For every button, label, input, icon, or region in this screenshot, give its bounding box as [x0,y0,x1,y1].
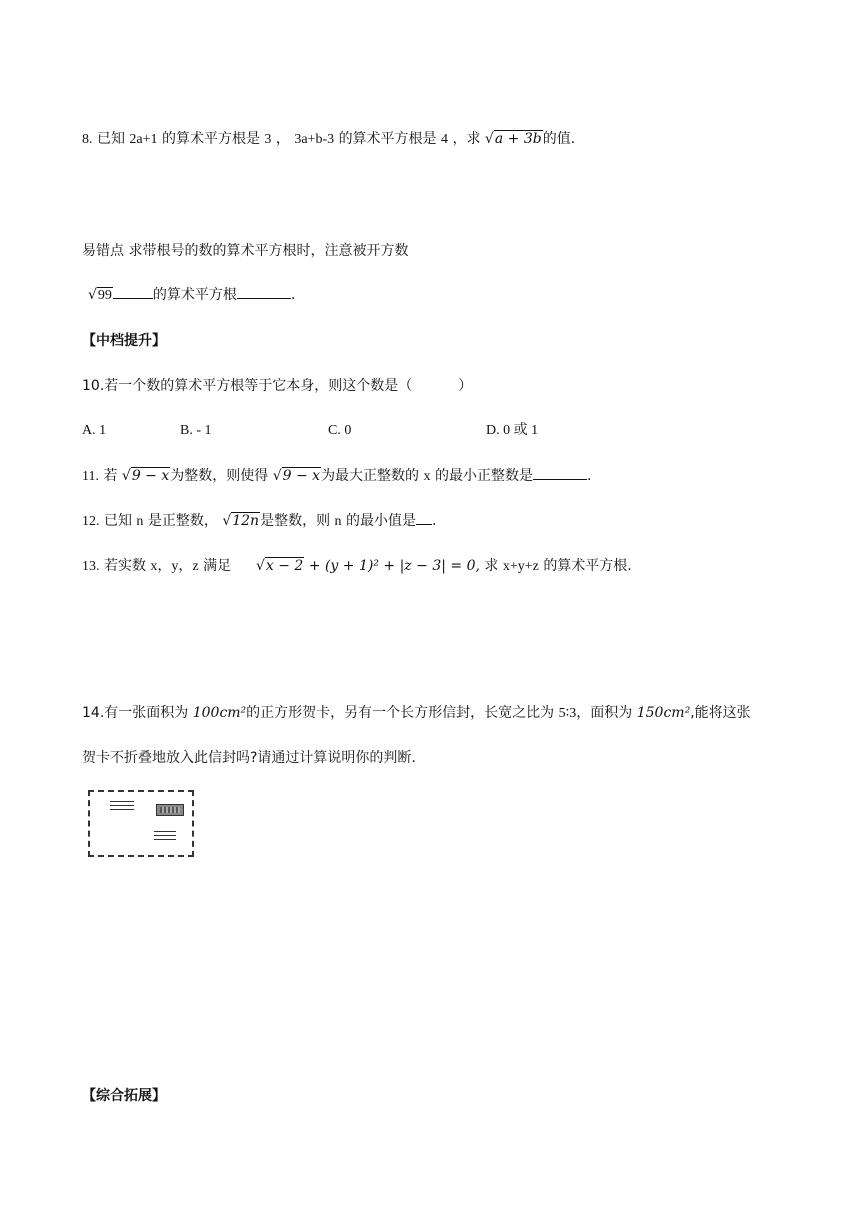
q8-sqrt [485,130,543,148]
q8-expr1: 2a+1 [129,132,158,147]
q11-var: x [423,469,431,484]
q13-text: 满足 [203,558,232,574]
q14-text: 的正方形贺卡，另有一个长方形信封，长宽之比为 [246,705,555,721]
q11-text: 若 [103,468,118,484]
q8-value1: 3 [264,132,272,147]
q14-text: 14.有一张面积为 [82,705,189,721]
envelope-illustration [88,790,194,857]
q8-expr2: 3a+b-3 [294,132,335,147]
q14-area1: 100cm² [192,705,247,721]
question-10 [82,377,472,395]
q13-number: 13. [82,559,100,574]
question-9 [88,286,295,305]
answer-blank[interactable] [237,286,291,299]
question-12 [82,512,436,531]
answer-blank[interactable] [416,512,432,525]
radical-sign-icon: √ [121,468,131,484]
radical-sign-icon: √ [222,513,232,529]
q14-text: ，面积为 [576,705,633,721]
answer-blank[interactable] [533,467,587,480]
radical-sign-icon: √ [88,287,97,303]
q9-radicand: 99 [97,288,112,303]
q8-radicand: a + 3b [494,131,542,147]
q12-sqrt [222,512,260,530]
q10-stem: 10.若一个数的算术平方根等于它本身，则这个数是（ [82,378,413,394]
radical-sign-icon: √ [484,131,494,147]
q12-end: . [431,513,437,529]
q12-text: 是正整数， [147,513,218,529]
question-11 [82,467,591,486]
question-14-line-2: 贺卡不折叠地放入此信封吗?请通过计算说明你的判断. [82,750,416,766]
q10-close: ） [458,378,473,394]
q13-text: 求 [484,558,499,574]
q12-text: 已知 [103,513,132,529]
q8-text: 的值. [542,131,576,147]
q10-option-d[interactable]: D. 0 或 1 [486,423,539,438]
envelope-address-lines [110,801,134,813]
q11-radicand1: 9 − x [131,468,170,484]
q13-radicand: x − 2 [265,558,304,574]
q13-expr: x+y+z [502,559,539,574]
q9-end: . [290,287,296,303]
answer-blank[interactable] [113,286,153,299]
question-14-line-1 [82,704,751,723]
q8-text: 的算术平方根是 [338,131,437,147]
q11-text: 为整数，则使得 [170,468,269,484]
envelope-recipient-lines [154,831,176,843]
q11-radicand2: 9 − x [282,468,321,484]
q10-option-b[interactable]: B. - 1 [180,423,212,438]
q11-end: . [586,468,592,484]
error-point-title: 易错点 求带根号的数的算术平方根时，注意被开方数 [82,243,409,259]
q11-sqrt2 [273,467,321,485]
q14-ratio: 5∶3 [558,706,577,721]
q12-number: 12. [82,514,100,529]
q10-option-c[interactable]: C. 0 [328,423,352,438]
q12-radicand: 12n [232,513,260,529]
question-8 [82,130,575,149]
radical-sign-icon: √ [255,558,265,574]
q13-vars: x，y，z [150,559,199,574]
q12-text: 是整数，则 [260,513,331,529]
q9-text: 的算术平方根 [152,287,237,303]
section-heading: 【综合拓展】 [82,1088,166,1104]
q13-text: 的算术平方根. [543,558,632,574]
question-13 [82,557,632,576]
q13-equation: + (y + 1)² + |z − 3| = 0, [304,558,480,574]
q12-var: n [334,514,342,529]
q9-sqrt [88,286,113,305]
q13-sqrt [256,557,304,575]
q12-var: n [136,514,144,529]
radical-sign-icon: √ [272,468,282,484]
q8-number: 8. [82,132,93,147]
q14-area2: 150cm² [636,705,691,721]
q11-sqrt1 [122,467,170,485]
q11-number: 11. [82,469,99,484]
q13-text: 若实数 [103,558,146,574]
q12-text: 的最小值是 [345,513,416,529]
stamp-icon [156,804,184,816]
q10-option-a[interactable]: A. 1 [82,423,107,438]
q8-text: 已知 [96,131,125,147]
q11-text: 的最小正整数是 [434,468,533,484]
q8-text: 的算术平方根是 [161,131,260,147]
q8-text: ，求 [452,131,481,147]
section-heading: 【中档提升】 [82,333,166,349]
q14-text: ,能将这张 [690,705,751,721]
q8-text: ， [275,131,290,147]
q8-value2: 4 [441,132,449,147]
q11-text: 为最大正整数的 [321,468,420,484]
